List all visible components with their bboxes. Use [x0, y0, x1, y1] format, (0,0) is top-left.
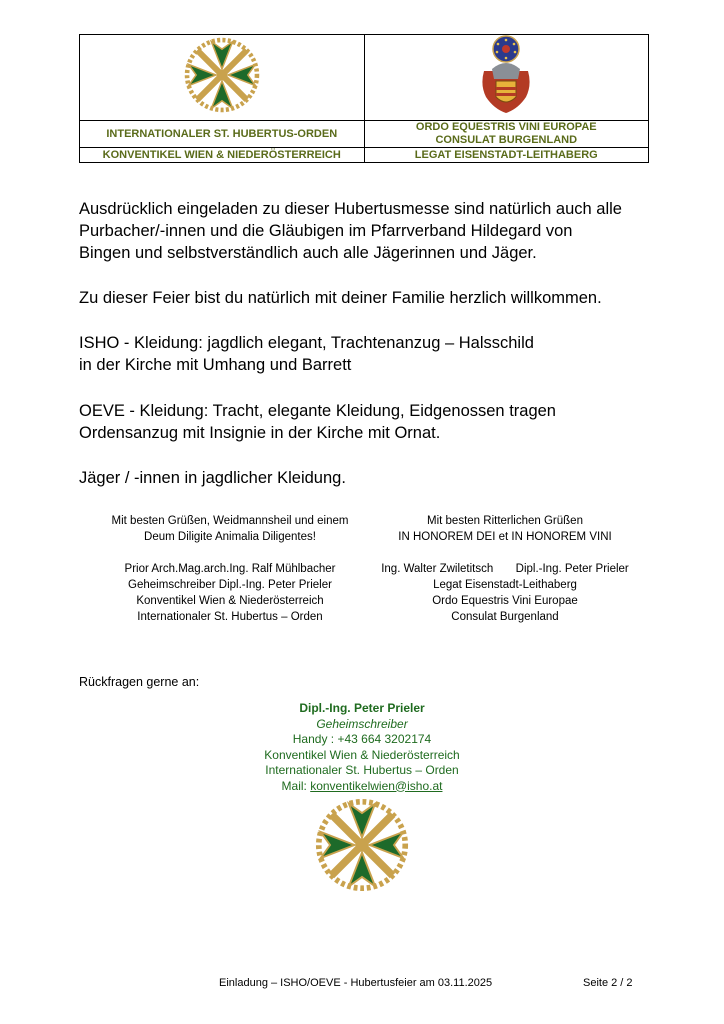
- contact-mail-link[interactable]: konventikelwien@isho.at: [310, 778, 443, 793]
- oeve-coat-of-arms-icon: [474, 35, 538, 115]
- signature-left: Prior Arch.Mag.arch.Ing. Ralf Mühlbacher Geheimschreiber Dipl.-Ing. Peter Prieler Konventikel Wien & Niederösterreich Internationaler St. Hubertus – Orden: [124, 563, 336, 623]
- paragraph-hunters-dress: Jäger / -innen in jagdlicher Kleidung.: [79, 469, 346, 487]
- paragraph-family: Zu dieser Feier bist du natürlich mit deiner Familie herzlich willkommen.: [79, 289, 602, 307]
- greeting-left: Mit besten Grüßen, Weidmannsheil und einem Deum Diligite Animalia Diligentes!: [111, 515, 349, 543]
- footer-title: Einladung – ISHO/OEVE - Hubertusfeier am 03.11.2025: [219, 977, 493, 989]
- hubertus-cross-icon: [315, 798, 409, 892]
- oeve-suborg-name: LEGAT EISENSTADT-LEITHABERG: [364, 148, 649, 163]
- contact-org1: Konventikel Wien & Niederösterreich: [264, 747, 460, 762]
- bottom-logo: [315, 798, 409, 892]
- greeting-right: Mit besten Ritterlichen Grüßen IN HONOREM DEI et IN HONOREM VINI: [398, 515, 612, 543]
- contact-name: Dipl.-Ing. Peter Prieler: [299, 701, 425, 715]
- letterhead-table: [79, 34, 649, 163]
- isho-org-name: INTERNATIONALER ST. HUBERTUS-ORDEN: [80, 121, 365, 148]
- isho-logo-cell: [80, 35, 365, 121]
- oeve-org-name: [364, 121, 649, 148]
- signer-prieler: Dipl.-Ing. Peter Prieler: [515, 563, 629, 575]
- oeve-org-line2: CONSULAT BURGENLAND: [435, 134, 578, 146]
- hubertus-cross-icon: [184, 37, 260, 113]
- signer-zwiletitsch: Ing. Walter Zwiletitsch: [381, 563, 494, 575]
- contact-intro: Rückfragen gerne an:: [79, 675, 200, 689]
- contact-block: [0, 701, 724, 794]
- oeve-org-line1: ORDO EQUESTRIS VINI EUROPAE: [415, 121, 597, 133]
- contact-org2: Internationaler St. Hubertus – Orden: [265, 763, 459, 777]
- contact-role: Geheimschreiber: [316, 716, 408, 731]
- oeve-logo-cell: [364, 35, 649, 121]
- footer-page-number: Seite 2 / 2: [583, 977, 633, 989]
- paragraph-invitation: Ausdrücklich eingeladen zu dieser Hubertusmesse sind natürlich auch alle Purbacher/-innen und die Gläubigen im Pfarrverband Hildegard von Bingen und selbstverständlich auch alle Jägerinnen und Jäger.: [79, 200, 622, 262]
- paragraph-oeve-dress: OEVE - Kleidung: Tracht, elegante Kleidung, Eidgenossen tragen Ordensanzug mit Insignie in der Kirche mit Ornat.: [79, 402, 556, 442]
- isho-suborg-name: KONVENTIKEL WIEN & NIEDERÖSTERREICH: [80, 148, 365, 163]
- contact-phone: Handy : +43 664 3202174: [292, 732, 432, 746]
- contact-mail-line: Mail: konventikelwien@isho.at: [281, 778, 443, 793]
- signature-right: Ing. Walter Zwiletitsch Dipl.-Ing. Peter Prieler Legat Eisenstadt-Leithaberg Ordo Equestris Vini Europae Consulat Burgenland: [381, 563, 629, 623]
- paragraph-isho-dress: ISHO - Kleidung: jagdlich elegant, Trachtenanzug – Halsschild in der Kirche mit Umhang und Barrett: [79, 334, 534, 374]
